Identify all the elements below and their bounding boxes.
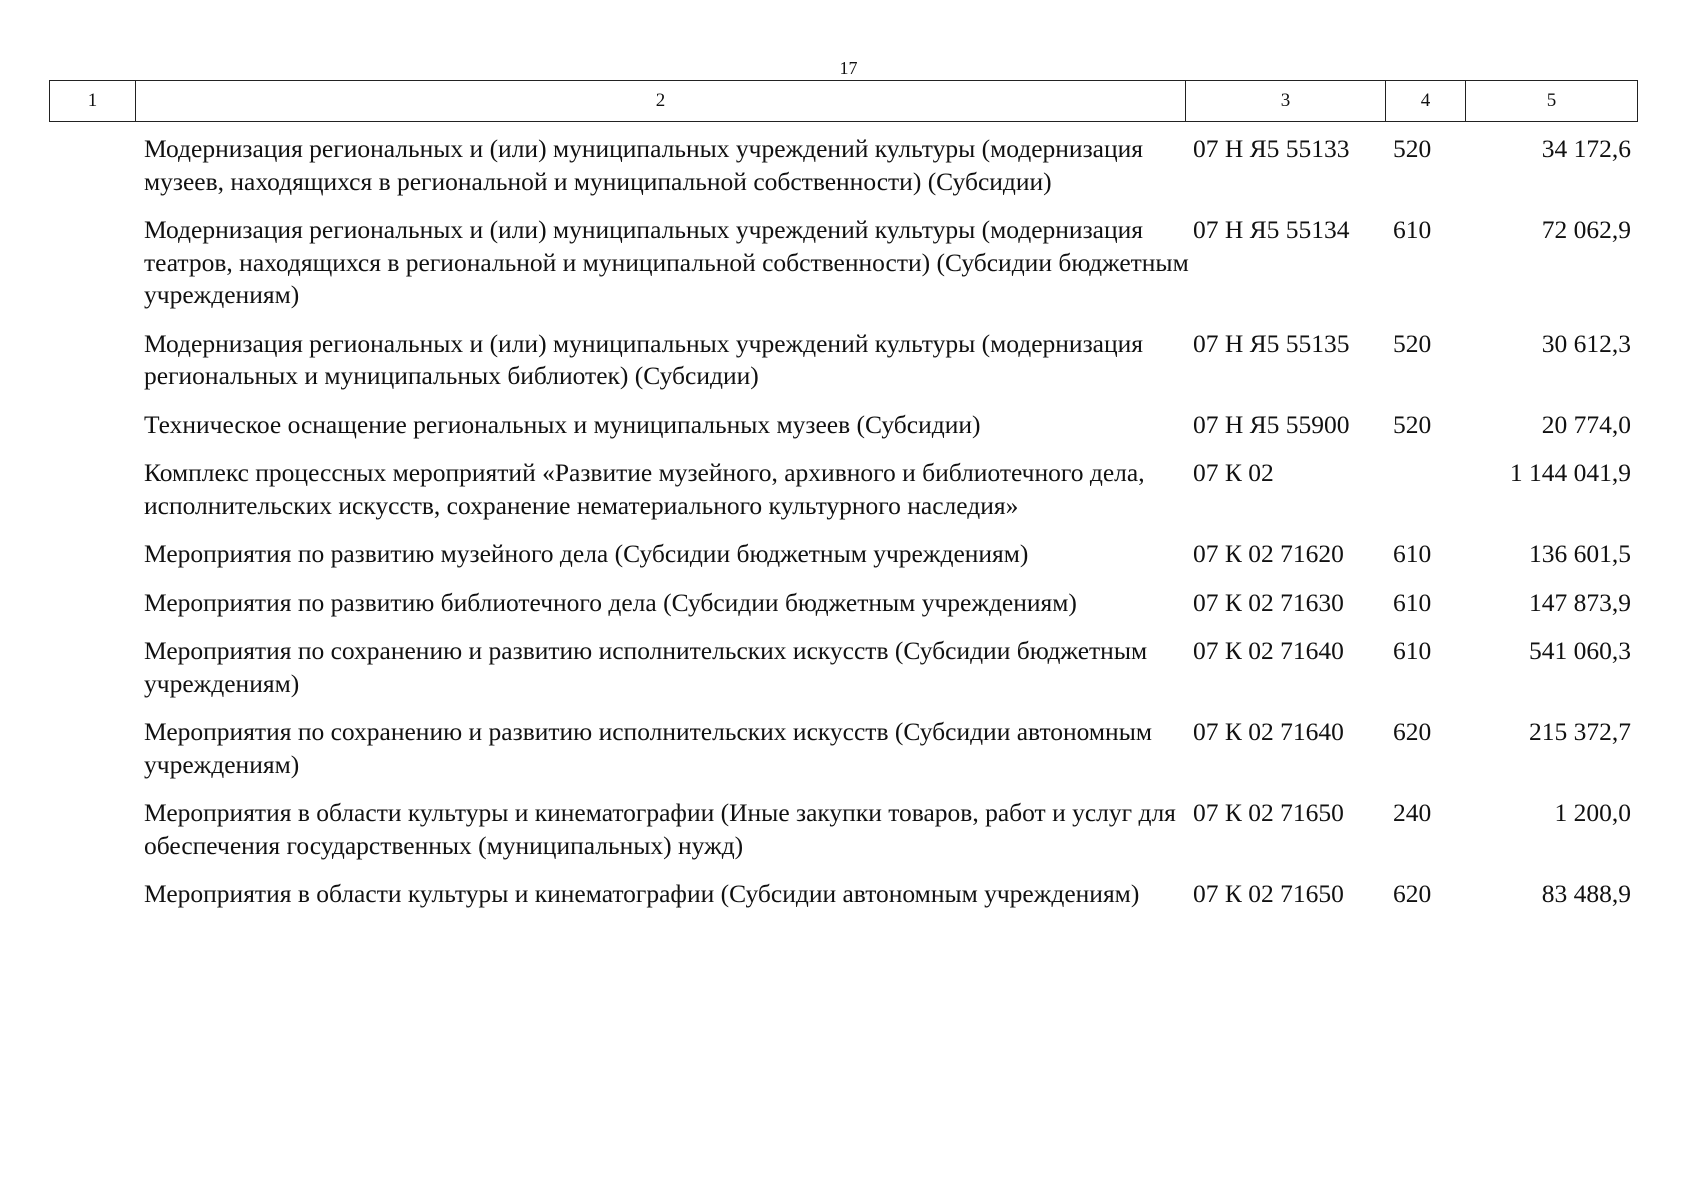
row-name: Комплекс процессных мероприятий «Развитие музейного, архивного и библиотечного дела, исполнительских искусств, сохранение нематериального культурного наследия» <box>144 458 1145 520</box>
page-number: 17 <box>839 58 858 78</box>
row-code: 07 Н Я5 55134 <box>1193 215 1350 244</box>
row-amount: 1 144 041,9 <box>1509 458 1631 487</box>
row-name: Мероприятия в области культуры и кинематографии (Иные закупки товаров, работ и услуг для обеспечения государственных (муниципальных) нужд) <box>144 798 1176 860</box>
row-name: Мероприятия по сохранению и развитию исполнительских искусств (Субсидии автономным учреждениям) <box>144 717 1152 779</box>
row-amount: 147 873,9 <box>1529 587 1631 617</box>
row-kind: 620 <box>1393 879 1432 908</box>
row-amount: 1 200,0 <box>1554 798 1631 827</box>
row-code: 07 Н Я5 55900 <box>1193 409 1350 439</box>
row-name: Модернизация региональных и (или) муниципальных учреждений культуры (модернизация музеев, находящихся в региональной и муниципальной собственности) (Субсидии) <box>144 134 1143 196</box>
row-kind: 240 <box>1393 798 1432 827</box>
row-amount: 215 372,7 <box>1529 717 1631 746</box>
row-kind: 520 <box>1393 134 1432 163</box>
header-col-3: 3 <box>1186 81 1386 121</box>
row-code: 07 Н Я5 55133 <box>1193 134 1350 163</box>
row-kind: 610 <box>1393 587 1432 617</box>
row-amount: 20 774,0 <box>1541 409 1631 439</box>
row-name: Модернизация региональных и (или) муниципальных учреждений культуры (модернизация региональных и муниципальных библиотек) (Субсидии) <box>144 328 1143 390</box>
table-body <box>49 133 1638 927</box>
row-name: Техническое оснащение региональных и муниципальных музеев (Субсидии) <box>144 409 981 439</box>
row-amount: 72 062,9 <box>1541 215 1631 244</box>
row-kind <box>1393 457 1465 522</box>
table-row <box>49 716 1638 781</box>
table-row <box>49 457 1638 522</box>
header-col-4: 4 <box>1386 81 1466 121</box>
row-code: 07 К 02 71650 <box>1193 879 1344 908</box>
row-amount: 34 172,6 <box>1541 134 1631 163</box>
row-code: 07 К 02 71620 <box>1193 539 1344 568</box>
table-row <box>49 214 1638 312</box>
row-name: Мероприятия в области культуры и кинематографии (Субсидии автономным учреждениям) <box>144 879 1140 908</box>
row-kind: 620 <box>1393 717 1432 746</box>
row-amount: 541 060,3 <box>1529 636 1631 665</box>
table-row <box>49 328 1638 393</box>
table-row <box>49 133 1638 198</box>
table-row <box>49 878 1638 911</box>
row-code: 07 К 02 71640 <box>1193 636 1344 665</box>
header-col-5: 5 <box>1546 90 1557 111</box>
row-name: Мероприятия по развитию музейного дела (Субсидии бюджетным учреждениям) <box>144 539 1029 568</box>
row-name: Мероприятия по развитию библиотечного дела (Субсидии бюджетным учреждениям) <box>144 587 1077 617</box>
row-code: 07 К 02 <box>1193 458 1274 487</box>
row-kind: 520 <box>1393 409 1432 439</box>
row-kind: 610 <box>1393 636 1432 665</box>
row-code: 07 К 02 71650 <box>1193 798 1344 827</box>
table-row <box>49 797 1638 862</box>
row-amount: 83 488,9 <box>1541 879 1631 908</box>
header-col-1: 1 <box>50 81 136 121</box>
row-code: 07 К 02 71630 <box>1193 587 1344 617</box>
row-code: 07 К 02 71640 <box>1193 717 1344 746</box>
header-col-2: 2 <box>136 81 1186 121</box>
row-kind: 610 <box>1393 215 1432 244</box>
row-kind: 520 <box>1393 328 1432 358</box>
table-row <box>49 538 1638 571</box>
table-row <box>49 409 1638 442</box>
row-kind: 610 <box>1393 539 1432 568</box>
row-code: 07 Н Я5 55135 <box>1193 328 1350 358</box>
table-row <box>49 587 1638 620</box>
row-name: Мероприятия по сохранению и развитию исполнительских искусств (Субсидии бюджетным учреждениям) <box>144 636 1148 698</box>
table-header <box>49 80 1638 122</box>
row-amount: 136 601,5 <box>1529 539 1631 568</box>
table-row <box>49 635 1638 700</box>
row-amount: 30 612,3 <box>1541 328 1631 358</box>
row-name: Модернизация региональных и (или) муниципальных учреждений культуры (модернизация театров, находящихся в региональной и муниципальной собственности) (Субсидии бюджетным учреждениям) <box>144 215 1189 309</box>
